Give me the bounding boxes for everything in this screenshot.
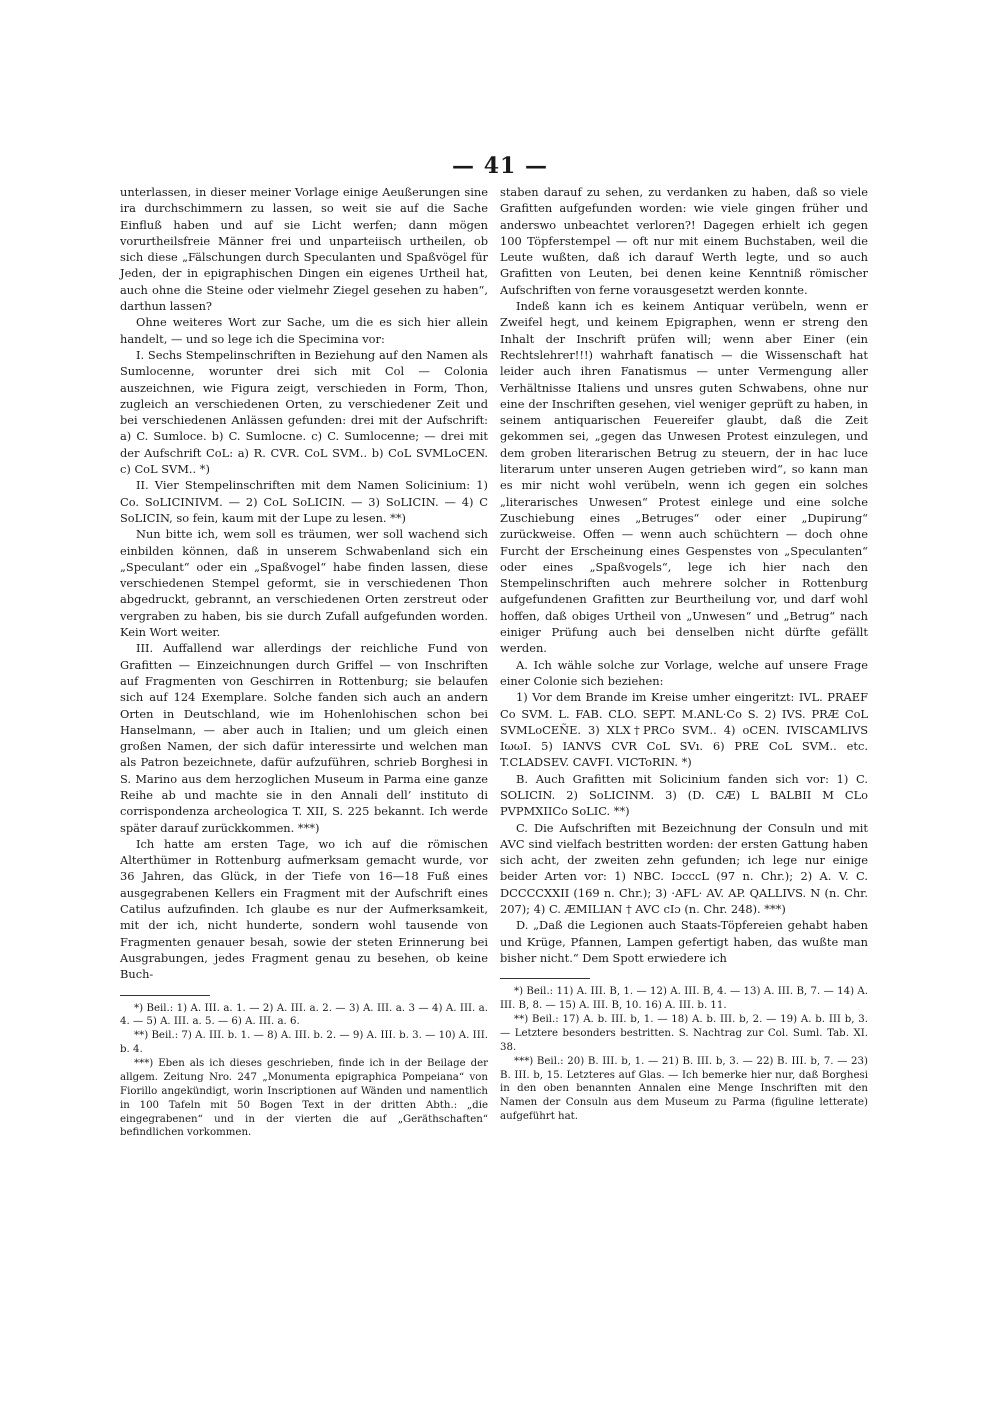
left-paragraph-5: Nun bitte ich, wem soll es träumen, wer soll wachend sich einbilden können, daß in unserem Schwabenland sich ein „Speculant“ oder ein „Spaßvogel“ habe finden lassen, diese verschiedenen Stempel geformt, sie in verschiedenen Thon abgedruckt, gebrannt, an verschiedenen Orten zerstreut oder vergraben zu haben, bis sie durch Zufall aufgefunden worden. Kein Wort weiter.	[120, 527, 488, 640]
right-footnote-1: *) Beil.: 11) A. III. B, 1. — 12) A. III. B, 4. — 13) A. III. B, 7. — 14) A. III. B, 8. — 15) A. III. B, 10. 16) A. III. b. 11.	[500, 986, 868, 1012]
left-column	[120, 184, 488, 1140]
left-footnote-3: ***) Eben als ich dieses geschrieben, finde ich in der Beilage der allgem. Zeitung Nro. 247 „Monumenta epigraphica Pompeiana“ von Fiorillo angekündigt, worin Inscriptionen auf Wänden und namentlich in 100 Tafeln mit 50 Bogen Text in der dritten Abth.: „die eingegrabenen“ und in der vierten die auf „Geräthschaften“ befindlichen vorkommen.	[120, 1058, 488, 1139]
right-paragraph-6: C. Die Aufschriften mit Bezeichnung der Consuln und mit AVC sind vielfach bestritten worden: der ersten Gattung haben sich acht, der zweiten zehn gefunden; ich lege nur einige beider Arten vor: 1) NBC. IɔcccL (97 n. Chr.); 2) A. V. C. DCCCCXXII (169 n. Chr.); 3) ·AFL· AV. AP. QALLIVS. N (n. Chr. 207); 4) C. ÆMILIAN † AVC cIɔ (n. Chr. 248). ***)	[500, 820, 868, 917]
footnote-divider-right	[500, 978, 590, 979]
left-paragraph-4: II. Vier Stempelinschriften mit dem Namen Solicinium: 1) Co. SoLICINIVM. — 2) CoL SoLICIN. — 3) SoLICIN. — 4) C SoLICIN, so fein, kaum mit der Lupe zu lesen. **)	[120, 478, 488, 525]
left-paragraph-7: Ich hatte am ersten Tage, wo ich auf die römischen Alterthümer in Rottenburg aufmerksam gemacht wurde, vor 36 Jahren, das Glück, in der Tiefe von 16—18 Fuß eines ausgegrabenen Kellers ein Fragment mit der Aufschrift eines Catilus aufzufinden. Ich glaube es nur der Aufmerksamkeit, mit der ich, nicht hunderte, sondern wohl tausende von Fragmenten genauer besah, sowie der steten Erinnerung bei Ausgrabungen, jedes Fragment genau zu besehen, ob keine Buch-	[120, 836, 488, 982]
right-column	[500, 184, 868, 1124]
left-paragraph-1: unterlassen, in dieser meiner Vorlage einige Aeußerungen sine ira durchschimmern zu lassen, so weit sie auf die Sache Einfluß haben und auf sie Licht werfen; dann mögen vorurtheilsfreie Männer frei und unparteiisch urtheilen, ob sich diese „Fälschungen durch Speculanten und Spaßvögel für Jeden, der in epigraphischen Dingen ein eigenes Urtheil hat, auch ohne die Steine oder vielmehr Ziegel gesehen zu haben“, darthun lassen?	[120, 185, 488, 314]
left-footnote-2: **) Beil.: 7) A. III. b. 1. — 8) A. III. b. 2. — 9) A. III. b. 3. — 10) A. III. b. 4.	[120, 1030, 488, 1056]
footnote-divider-left	[120, 995, 210, 996]
left-paragraph-2: Ohne weiteres Wort zur Sache, um die es sich hier allein handelt, — und so lege ich die Specimina vor:	[120, 315, 488, 346]
left-paragraph-3: I. Sechs Stempelinschriften in Beziehung auf den Namen als Sumlocenne, worunter drei sich mit Col — Colonia auszeichnen, wie Figura zeigt, verschieden in Form, Thon, zugleich an verschiedenen Orten, zu verschiedener Zeit und bei verschiedenen Anlässen gefunden: drei mit der Aufschrift: a) C. Sumloce. b) C. Sumlocne. c) C. Sumlocenne; — drei mit der Aufschrift CoL: a) R. CVR. CoL SVM.. b) CoL SVMLoCEN. c) CoL SVM.. *)	[120, 347, 488, 477]
right-paragraph-5: B. Auch Grafitten mit Solicinium fanden sich vor: 1) C. SOLICIN. 2) SoLICINM. 3) (D. CÆ) L BALBII M CLo PVPMXIICo SoLIC. **)	[500, 771, 868, 819]
right-paragraph-2: Indeß kann ich es keinem Antiquar verübeln, wenn er Zweifel hegt, und keinem Epigraphen, wenn er streng den Inhalt der Inschrift prüfen will; wenn aber Einer (ein Rechtslehrer!!!) wahrhaft fanatisch — die Wissenschaft hat leider auch ihren Fanatismus — unter Vermengung aller Verhältnisse Italiens und unsres guten Schwabens, ohne nur eine der Inschriften gesehen, viel weniger geprüft zu haben, in seinem antiquarischen Feuereifer glaubt, daß die Zeit gekommen sei, „gegen das Unwesen Protest einzulegen, und dem groben literarischen Betrug zu steuern, der in hac luce literarum unter unseren Augen getrieben wird“, so kann man es mir nicht wohl verübeln, wenn ich gegen ein solches „literarisches Unwesen“ Protest einlege und eine solche Zuschiebung eines „Betruges“ oder einer „Dupirung“ zurückweise. Offen — wenn auch schüchtern — doch ohne Furcht der Erscheinung eines Gespenstes von „Speculanten“ oder eines „Spaßvogels“, lege ich hier nach den Stempelinschriften auch mehrere solcher in Rottenburg aufgefundenen Grafitten zur Beurtheilung vor, und darf wohl hoffen, daß obiges Urtheil von „Unwesen“ und „Betrug“ nach einiger Prüfung auch bei denselben nicht dürfte gefällt werden.	[500, 299, 868, 656]
page-number: — 41 —	[452, 153, 548, 179]
left-paragraph-6: III. Auffallend war allerdings der reichliche Fund von Grafitten — Einzeichnungen durch Griffel — von Inschriften auf Fragmenten von Geschirren in Rottenburg; sie belaufen sich auf 124 Exemplare. Solche fanden sich auch an andern Orten in Deutschland, wie im Hohenlohischen schon bei Hanselmann, — aber auch in Italien; und um gleich einen großen Namen, der sich dafür interessirte und welchen man als Patron bezeichnete, dafür aufzuführen, schrieb Borghesi in S. Marino aus dem herzoglichen Museum in Parma eine ganze Reihe ab und machte sie in den Annali dell’ instituto di corrispondenza archeologica T. XII, S. 225 bekannt. Ich werde später darauf zurückkommen. ***)	[120, 641, 488, 835]
right-paragraph-3: A. Ich wähle solche zur Vorlage, welche auf unsere Frage einer Colonie sich beziehen:	[500, 657, 868, 688]
left-footnote-1: *) Beil.: 1) A. III. a. 1. — 2) A. III. a. 2. — 3) A. III. a. 3 — 4) A. III. a. 4. — 5) A. III. a. 5. — 6) A. III. a. 6.	[120, 1002, 488, 1028]
left-footnotes	[120, 1002, 488, 1141]
right-paragraph-7: D. „Daß die Legionen auch Staats-Töpfereien gehabt haben und Krüge, Pfannen, Lampen gefertigt haben, das wußte man bisher nicht.“ Dem Spott erwiedere ich	[500, 918, 868, 965]
right-paragraph-1: staben darauf zu sehen, zu verdanken zu haben, daß so viele Grafitten aufgefunden worden: wie viele gingen früher und anderswo unbeachtet verloren?! Dagegen erhielt ich gegen 100 Töpferstempel — oft nur mit einem Buchstaben, weil die Leute wußten, daß ich darauf Werth legte, und so auch Grafitten von Leuten, bei denen keine Kenntniß römischer Aufschriften von ferne vorausgesetzt werden konnte.	[500, 185, 868, 297]
right-footnotes	[500, 985, 868, 1124]
right-footnote-2: **) Beil.: 17) A. b. III. b, 1. — 18) A. b. III. b, 2. — 19) A. b. III b, 3. — Letztere besonders bestritten. S. Nachtrag zur Col. Suml. Tab. XI. 38.	[500, 1014, 868, 1053]
right-footnote-3: ***) Beil.: 20) B. III. b, 1. — 21) B. III. b, 3. — 22) B. III. b, 7. — 23) B. III. b, 15. Letzteres auf Glas. — Ich bemerke hier nur, daß Borghesi in den oben benannten Annalen eine Menge Inschriften mit den Namen der Consuln aus dem Museum zu Parma (figuline letterate) aufgeführt hat.	[500, 1055, 868, 1123]
right-paragraph-4: 1) Vor dem Brande im Kreise umher eingeritzt: IVL. PRAEF Co SVM. L. FAB. CLO. SEPT. M.ANL·Co S. 2) IVS. PRÆ CoL SVMLoCEÑE. 3) XLX†PRCo SVM.. 4) oCEN. IVISCAMLIVS IωωI. 5) IANVS CVR CoL SVı. 6) PRE CoL SVM.. etc. T.CLADSEV. CAVFI. VICToRIN. *)	[500, 690, 868, 770]
